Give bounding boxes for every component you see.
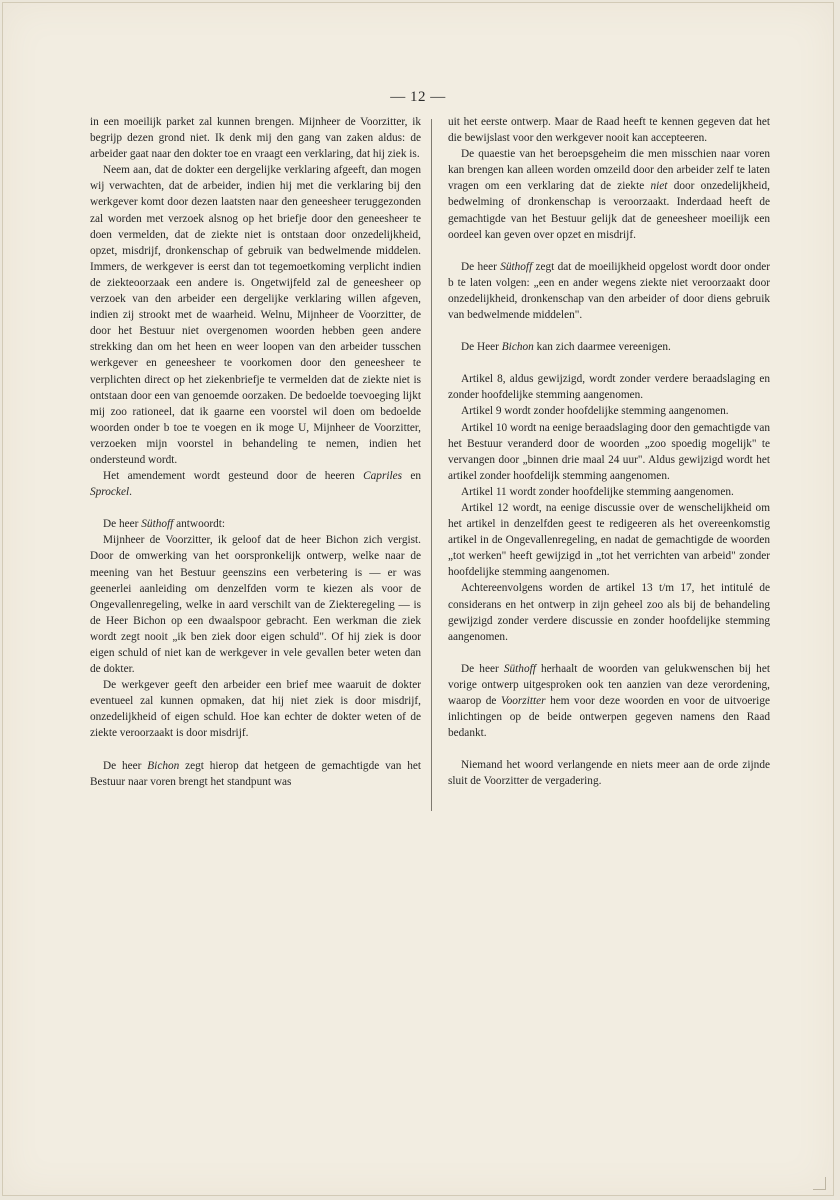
- text-span: antwoordt:: [173, 518, 226, 531]
- text-span: De Heer: [461, 341, 502, 354]
- left-paragraph-6: De werkgever geeft den arbeider een brief mee waaruit de dokter eventueel zal kunnen opmaken, dat hij niet ziek is door misdrijf, onzedelijkheid of eigen schuld. Hoe kan echter de dokter weten of de ziekte veroorzaakt is door misdrijf.: [90, 679, 421, 740]
- left-paragraph-7: [90, 758, 421, 790]
- page-corner-mark: [813, 1177, 826, 1190]
- text-span: De quaestie van het beroepsgeheim die men misschien naar voren kan brengen kan alleen worden omzeild door den arbeider zelf te laten vragen om een verklaring dat de ziekte: [448, 148, 770, 193]
- right-paragraph-4: [448, 339, 770, 355]
- text-span: Het amendement wordt gesteund door de heeren: [103, 470, 364, 483]
- right-paragraph-7: Artikel 10 wordt na eenige beraadslaging door den gemachtigde van het Bestuur veranderd door de woorden „zoo spoedig mogelijk" te vervangen door „binnen drie maal 24 uur". Aldus gewijzigd wordt het artikel zonder hoofdelijk stemming aangenomen.: [448, 421, 770, 482]
- left-paragraph-4: [90, 516, 421, 532]
- emphasis: niet: [650, 180, 668, 193]
- speaker-name: Sprockel: [90, 486, 130, 499]
- text-span: door onzedelijkheid, bedwelming of dronkenschap is veroorzaakt. Inderdaad heeft de gemachtigde van het Bestuur gelijk dat de geneesheer moeilijk een oordeel kan geven over opzet en misdrijf.: [448, 180, 770, 241]
- speaker-name: Bichon: [147, 759, 180, 772]
- text-span: .: [129, 486, 132, 499]
- right-paragraph-8: Artikel 11 wordt zonder hoofdelijke stemming aangenomen.: [461, 485, 734, 498]
- right-paragraph-12: Niemand het woord verlangende en niets meer aan de orde zijnde sluit de Voorzitter de vergadering.: [448, 759, 770, 788]
- emphasis: Voorzitter: [500, 695, 546, 707]
- text-span: zegt hierop dat hetgeen de gemachtigde van het Bestuur naar voren brengt het standpunt was: [90, 759, 422, 788]
- text-span: De heer: [103, 759, 148, 772]
- right-paragraph-5: Artikel 8, aldus gewijzigd, wordt zonder verdere beraadslaging en zonder hoofdelijke stemming aangenomen.: [448, 373, 770, 402]
- left-paragraph-2: Neem aan, dat de dokter een dergelijke verklaring afgeeft, dan mogen wij verwachten, dat de arbeider, indien hij met die verklaring bij den werkgever komt door dezen laatsten naar den geneesheer teruggezonden zal worden met verzoek alsnog op het briefje door den geneesheer te doen vermelden, dat de ziekte niet is ontstaan door onzedelijkheid, opzet, misdrijf, dronkenschap of gebruik van bedwelmende middelen. Immers, de werkgever is eerst dan tot tegemoetkoming verplicht indien de ziekteoorzaak een andere is. Ongetwijfeld zal de geneesheer op verzoek van den arbeider een dergelijke verklaring willen afgeven, indien zij strookt met de waarheid. Welnu, Mijnheer de Voorzitter, de door het Bestuur niet overgenomen woorden hebben geen andere strekking dan om het heen en weer loopen van den arbeider tusschen werkgever en geneesheer te voorkomen door den geneesheer te verplichten direct op het ziekenbriefje te vermelden dat de ziekte niet is ontstaan door een van genoemde oorzaken. De bedoelde toevoeging lijkt mij zoo rationeel, dat ik gaarne een voorstel wil doen om bedoelde woorden onder b toe te voegen en ik moge U, Mijnheer de Voorzitter, verzoeken mijn voorstel in behandeling te nemen, indien het ondersteund wordt.: [90, 164, 421, 466]
- page-number: — 12 —: [390, 89, 446, 105]
- text-span: De heer: [461, 260, 501, 273]
- text-span: herhaalt de woorden van gelukwenschen bij het vorige ontwerp uitgesproken ook ten aanzien van deze verordening, waarop de: [448, 662, 770, 707]
- text-span: De heer: [461, 662, 504, 675]
- right-paragraph-6: Artikel 9 wordt zonder hoofdelijke stemming aangenomen.: [461, 405, 729, 418]
- text-span: en: [402, 470, 421, 483]
- left-column: [90, 114, 421, 790]
- text-span: hem voor deze woorden en voor de uitvoerige inlichtingen op de beide ontwerpen gegeven namens den Raad bedankt.: [448, 695, 770, 740]
- text-span: zegt dat de moeilijkheid opgelost wordt door onder b te laten volgen: „een en ander wegens ziekte niet veroorzaakt door onzedelijkheid, dronkenschap van den arbeider of door diens gebruik van bedwelmende middelen".: [448, 260, 770, 322]
- left-paragraph-5: Mijnheer de Voorzitter, ik geloof dat de heer Bichon zich vergist. Door de omwerking van het oorspronkelijk ontwerp, welke naar de meening van het Bestuur geenszins een verbetering is — er was geenerlei aanleiding om denzelfden vorm te kiezen als voor de Ongevallenregeling, welke in aard verschilt van de Ziekteregeling — is de Heer Bichon op een dwaalspoor gebracht. Een werkman die ziek wordt zegt nooit „ik ben ziek door eigen schuld". Of hij ziek is door eigen schuld of niet kan de werkgever in vele gevallen beter weten dan de dokter.: [90, 534, 421, 676]
- left-paragraph-1: in een moeilijk parket zal kunnen brengen. Mijnheer de Voorzitter, ik begrijp dezen grond niet. Ik denk mij den gang van zaken aldus: de arbeider gaat naar den dokter toe en vraagt een verklaring, dat hij ziek is.: [90, 116, 421, 161]
- right-paragraph-10: Achtereenvolgens worden de artikel 13 t/m 17, het intitulé de considerans en het ontwerp in zijn geheel zoo als bij de behandeling gewijzigd zonder verdere discussie en zonder hoofdelijke stemming aangenomen.: [448, 582, 770, 643]
- speaker-name: Süthoff: [141, 518, 174, 531]
- column-divider: [431, 119, 432, 811]
- speaker-name: Capriles: [363, 470, 403, 483]
- right-paragraph-2: [448, 146, 770, 243]
- right-paragraph-3: [448, 259, 770, 323]
- right-paragraph-11: [448, 661, 770, 741]
- text-span: kan zich daarmee vereenigen.: [533, 341, 671, 354]
- text-span: De heer: [103, 518, 142, 531]
- document-page: [2, 2, 834, 1196]
- speaker-name: Süthoff: [503, 662, 536, 675]
- left-paragraph-3: [90, 468, 421, 500]
- speaker-name: Süthoff: [500, 260, 533, 273]
- speaker-name: Bichon: [501, 341, 534, 354]
- right-column: [448, 114, 770, 789]
- right-paragraph-9: Artikel 12 wordt, na eenige discussie over de wenschelijkheid om het artikel in denzelfden geest te redigeeren als het overeenkomstig artikel in de Ongevallenregeling, en nadat de gemachtigde de woorden „tot werken" heeft gewijzigd in „tot het verrichten van arbeid" zonder hoofdelijke stemming aangenomen.: [448, 501, 770, 579]
- right-paragraph-1: uit het eerste ontwerp. Maar de Raad heeft te kennen gegeven dat het die bewijslast voor den werkgever nooit kan accepteeren.: [448, 116, 770, 145]
